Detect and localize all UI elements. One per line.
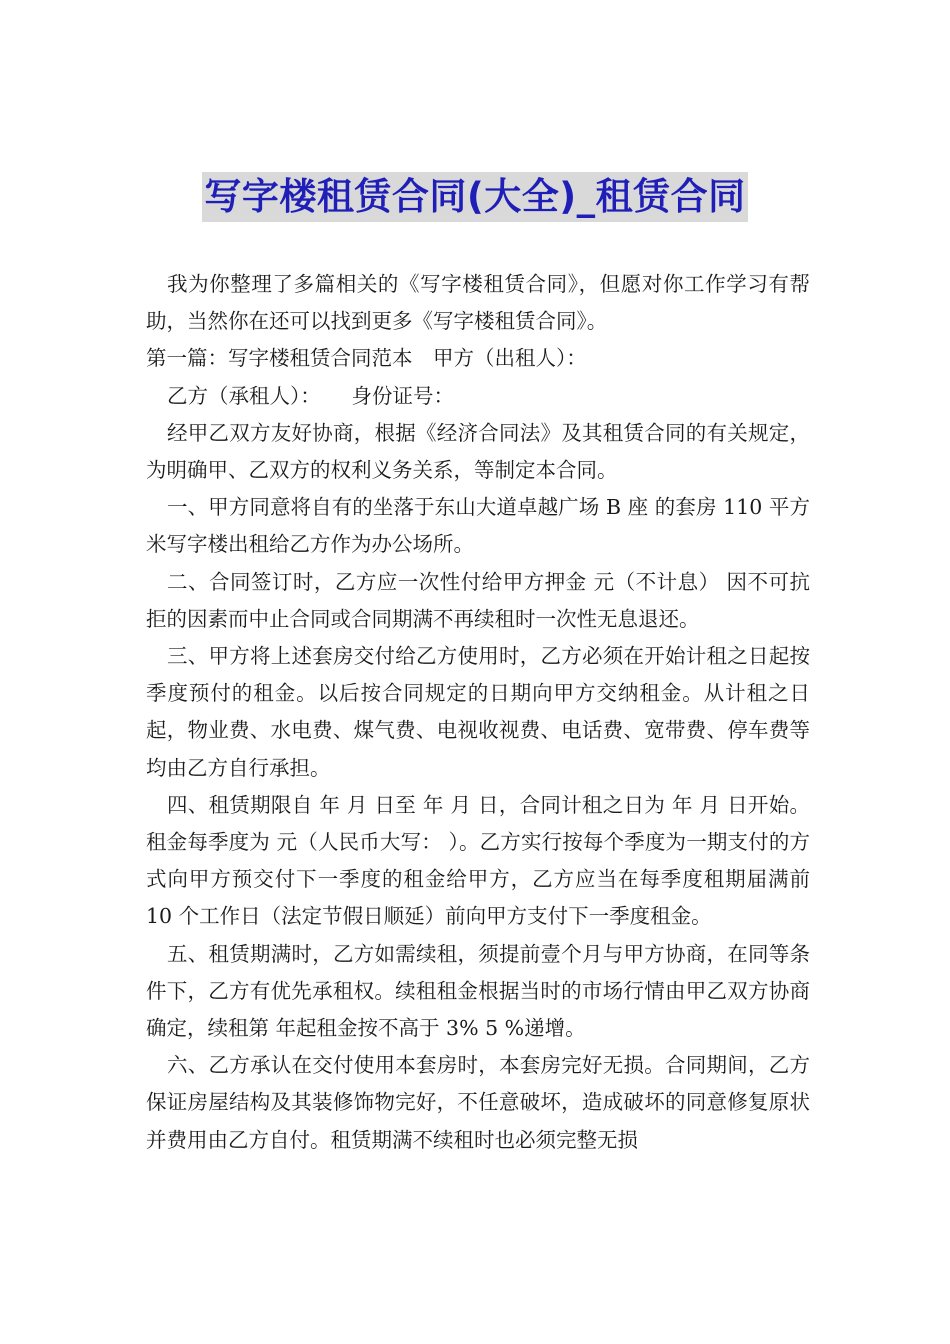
title-container: [0, 172, 950, 222]
preamble-paragraph: 经甲乙双方友好协商，根据《经济合同法》及其租赁合同的有关规定，为明确甲、乙双方的权利义务关系，等制定本合同。: [146, 420, 810, 483]
intro-paragraph: 我为你整理了多篇相关的《写字楼租赁合同》，但愿对你工作学习有帮助，当然你在还可以找到更多《写字楼租赁合同》。: [146, 272, 810, 334]
clause-1: 一、甲方同意将自有的坐落于东山大道卓越广场 B 座 的套房 110 平方米写字楼出租给乙方作为办公场所。: [146, 495, 810, 557]
clause-2: 二、合同签订时，乙方应一次性付给甲方押金 元（不计息） 因不可抗拒的因素而中止合同或合同期满不再续租时一次性无息退还。: [146, 569, 810, 631]
clause-5: 五、租赁期满时，乙方如需续租，须提前壹个月与甲方协商，在同等条件下，乙方有优先承租权。续租租金根据当时的市场行情由甲乙双方协商确定，续租第 年起租金按不高于 3% 5 %递增。: [146, 941, 810, 1041]
clause-6: 六、乙方承认在交付使用本套房时，本套房完好无损。合同期间，乙方保证房屋结构及其装修饰物完好，不任意破坏，造成破坏的同意修复原状并费用由乙方自付。租赁期满不续租时也必须完整无损: [146, 1053, 810, 1152]
clause-3: 三、甲方将上述套房交付给乙方使用时，乙方必须在开始计租之日起按季度预付的租金。以后按合同规定的日期向甲方交纳租金。从计租之日起，物业费、水电费、煤气费、电视收视费、电话费、宽带费、停车费等均由乙方自行承担。: [146, 644, 810, 780]
section-heading: 第一篇：写字楼租赁合同范本 甲方（出租人）：: [146, 346, 587, 371]
clause-4: 四、租赁期限自 年 月 日至 年 月 日，合同计租之日为 年 月 日开始。租金每季度为 元（人民币大写： ）。乙方实行按每个季度为一期支付的方式向甲方预交付下一季度的租金给甲方，乙方应当在每季度租期届满前 10 个工作日（法定节假日顺延）前向甲方支付下一季度租金。: [146, 792, 810, 929]
document-body: [146, 266, 810, 1159]
document-title: 写字楼租赁合同(大全)_租赁合同: [202, 172, 747, 222]
party-b-line: 乙方（承租人）： 身份证号：: [167, 383, 454, 408]
